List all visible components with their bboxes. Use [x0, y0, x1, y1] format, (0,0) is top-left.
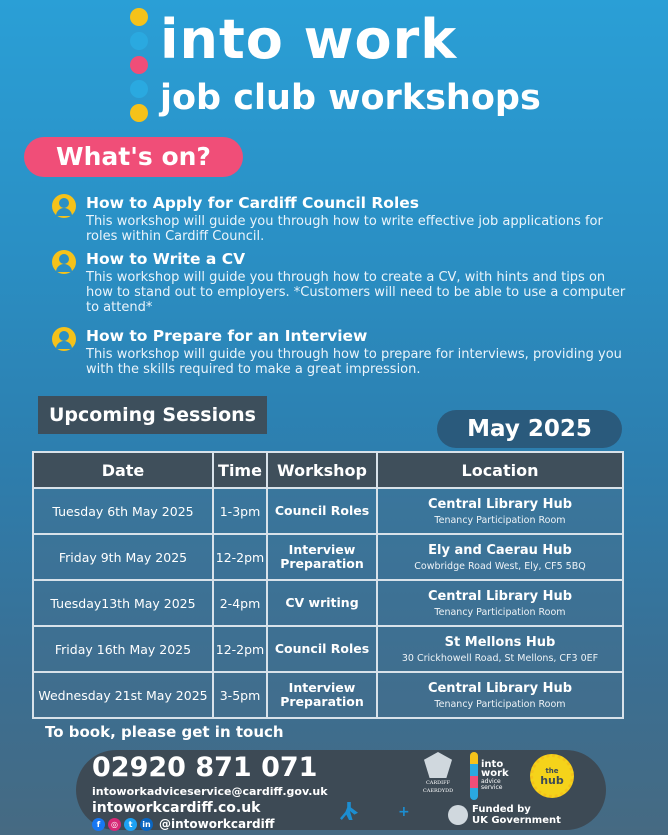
session-workshop: Interview Preparation: [267, 534, 377, 580]
location-name: Central Library Hub: [427, 680, 573, 696]
hub-line-1: the: [545, 767, 559, 775]
session-date: Tuesday 6th May 2025: [33, 488, 213, 534]
column-header-time: Time: [213, 452, 267, 488]
twitter-icon[interactable]: t: [124, 818, 137, 831]
location-name: Central Library Hub: [427, 496, 573, 512]
whats-on-label: What's on?: [24, 137, 243, 177]
funded-line-1: Funded by: [472, 804, 531, 815]
session-location: [377, 626, 623, 672]
hub-line-2: hub: [540, 774, 564, 787]
cardiff-council-logo: [418, 752, 458, 794]
session-location: [377, 580, 623, 626]
table-row: [33, 534, 623, 580]
iw-sub-1: advice: [481, 778, 501, 785]
session-date: Friday 9th May 2025: [33, 534, 213, 580]
into-work-logo-icon: [127, 8, 151, 126]
table-row: [33, 580, 623, 626]
location-detail: Tenancy Participation Room: [434, 514, 566, 526]
session-location: [377, 534, 623, 580]
table-row: [33, 672, 623, 718]
workshop-description: This workshop will guide you through how to prepare for interviews, providing you with the skills required to make a great impression.: [86, 347, 622, 377]
session-date: Wednesday 21st May 2025: [33, 672, 213, 718]
location-name: St Mellons Hub: [444, 634, 556, 650]
session-location: [377, 672, 623, 718]
booking-text: To book, please get in touch: [45, 723, 284, 741]
session-workshop: Council Roles: [267, 488, 377, 534]
month-badge: May 2025: [437, 410, 622, 448]
page-title: into work: [160, 8, 458, 71]
iw-title-2: work: [481, 768, 509, 779]
plus-icon: +: [398, 804, 410, 820]
session-workshop: CV writing: [267, 580, 377, 626]
contact-panel: [76, 750, 606, 830]
iw-title-1: into: [481, 759, 504, 770]
funded-line-2: UK Government: [472, 815, 561, 826]
location-name: Ely and Caerau Hub: [428, 542, 572, 558]
social-links: [92, 817, 274, 831]
into-work-advice-logo: [470, 752, 520, 802]
column-header-date: Date: [33, 452, 213, 488]
pobl-logo: [334, 800, 409, 822]
caerdydd-label: CAERDYDD: [422, 788, 454, 794]
workshop-title: How to Apply for Cardiff Council Roles: [86, 194, 420, 212]
location-detail: Tenancy Participation Room: [434, 698, 566, 710]
page-subtitle: job club workshops: [160, 78, 541, 118]
workshop-title: How to Write a CV: [86, 250, 246, 268]
instagram-icon[interactable]: ◎: [108, 818, 121, 831]
column-header-location: Location: [377, 452, 623, 488]
sessions-table: [32, 451, 624, 719]
website-link[interactable]: intoworkcardiff.co.uk: [92, 800, 261, 816]
session-location: [377, 488, 623, 534]
session-time: 1-3pm: [213, 488, 267, 534]
session-time: 3-5pm: [213, 672, 267, 718]
phone-number[interactable]: 02920 871 071: [92, 752, 318, 783]
person-icon: [52, 250, 76, 274]
location-detail: 30 Crickhowell Road, St Mellons, CF3 0EF: [401, 652, 599, 664]
royal-crest-icon: [448, 805, 468, 825]
person-icon: [52, 327, 76, 351]
session-date: Tuesday13th May 2025: [33, 580, 213, 626]
session-date: Friday 16th May 2025: [33, 626, 213, 672]
social-handle: @intoworkcardiff: [159, 817, 275, 831]
location-detail: Tenancy Participation Room: [434, 606, 566, 618]
facebook-icon[interactable]: f: [92, 818, 105, 831]
upcoming-sessions-heading: Upcoming Sessions: [38, 396, 267, 434]
location-name: Central Library Hub: [427, 588, 573, 604]
session-workshop: Interview Preparation: [267, 672, 377, 718]
iw-sub-2: service: [481, 784, 503, 791]
the-hub-logo: [530, 754, 574, 798]
workshop-description: This workshop will guide you through how to create a CV, with hints and tips on how to stand out to employers. *Customers will need to be able to use a computer to attend*: [86, 270, 626, 315]
workshop-title: How to Prepare for an Interview: [86, 327, 368, 345]
cardiff-label: CARDIFF: [425, 780, 451, 786]
table-row: [33, 626, 623, 672]
session-workshop: Council Roles: [267, 626, 377, 672]
table-row: [33, 488, 623, 534]
linkedin-icon[interactable]: in: [140, 818, 153, 831]
session-time: 2-4pm: [213, 580, 267, 626]
session-time: 12-2pm: [213, 534, 267, 580]
session-time: 12-2pm: [213, 626, 267, 672]
dragon-crest-icon: [424, 752, 452, 778]
email-link[interactable]: intoworkadviceservice@cardiff.gov.uk: [92, 785, 328, 798]
workshop-description: This workshop will guide you through how to write effective job applications for roles within Cardiff Council.: [86, 214, 603, 244]
logo-bar-icon: [470, 752, 478, 800]
column-header-workshop: Workshop: [267, 452, 377, 488]
person-icon: [52, 194, 76, 218]
running-figure-icon: [340, 802, 358, 820]
location-detail: Cowbridge Road West, Ely, CF5 5BQ: [414, 560, 586, 572]
uk-government-logo: [448, 804, 561, 826]
